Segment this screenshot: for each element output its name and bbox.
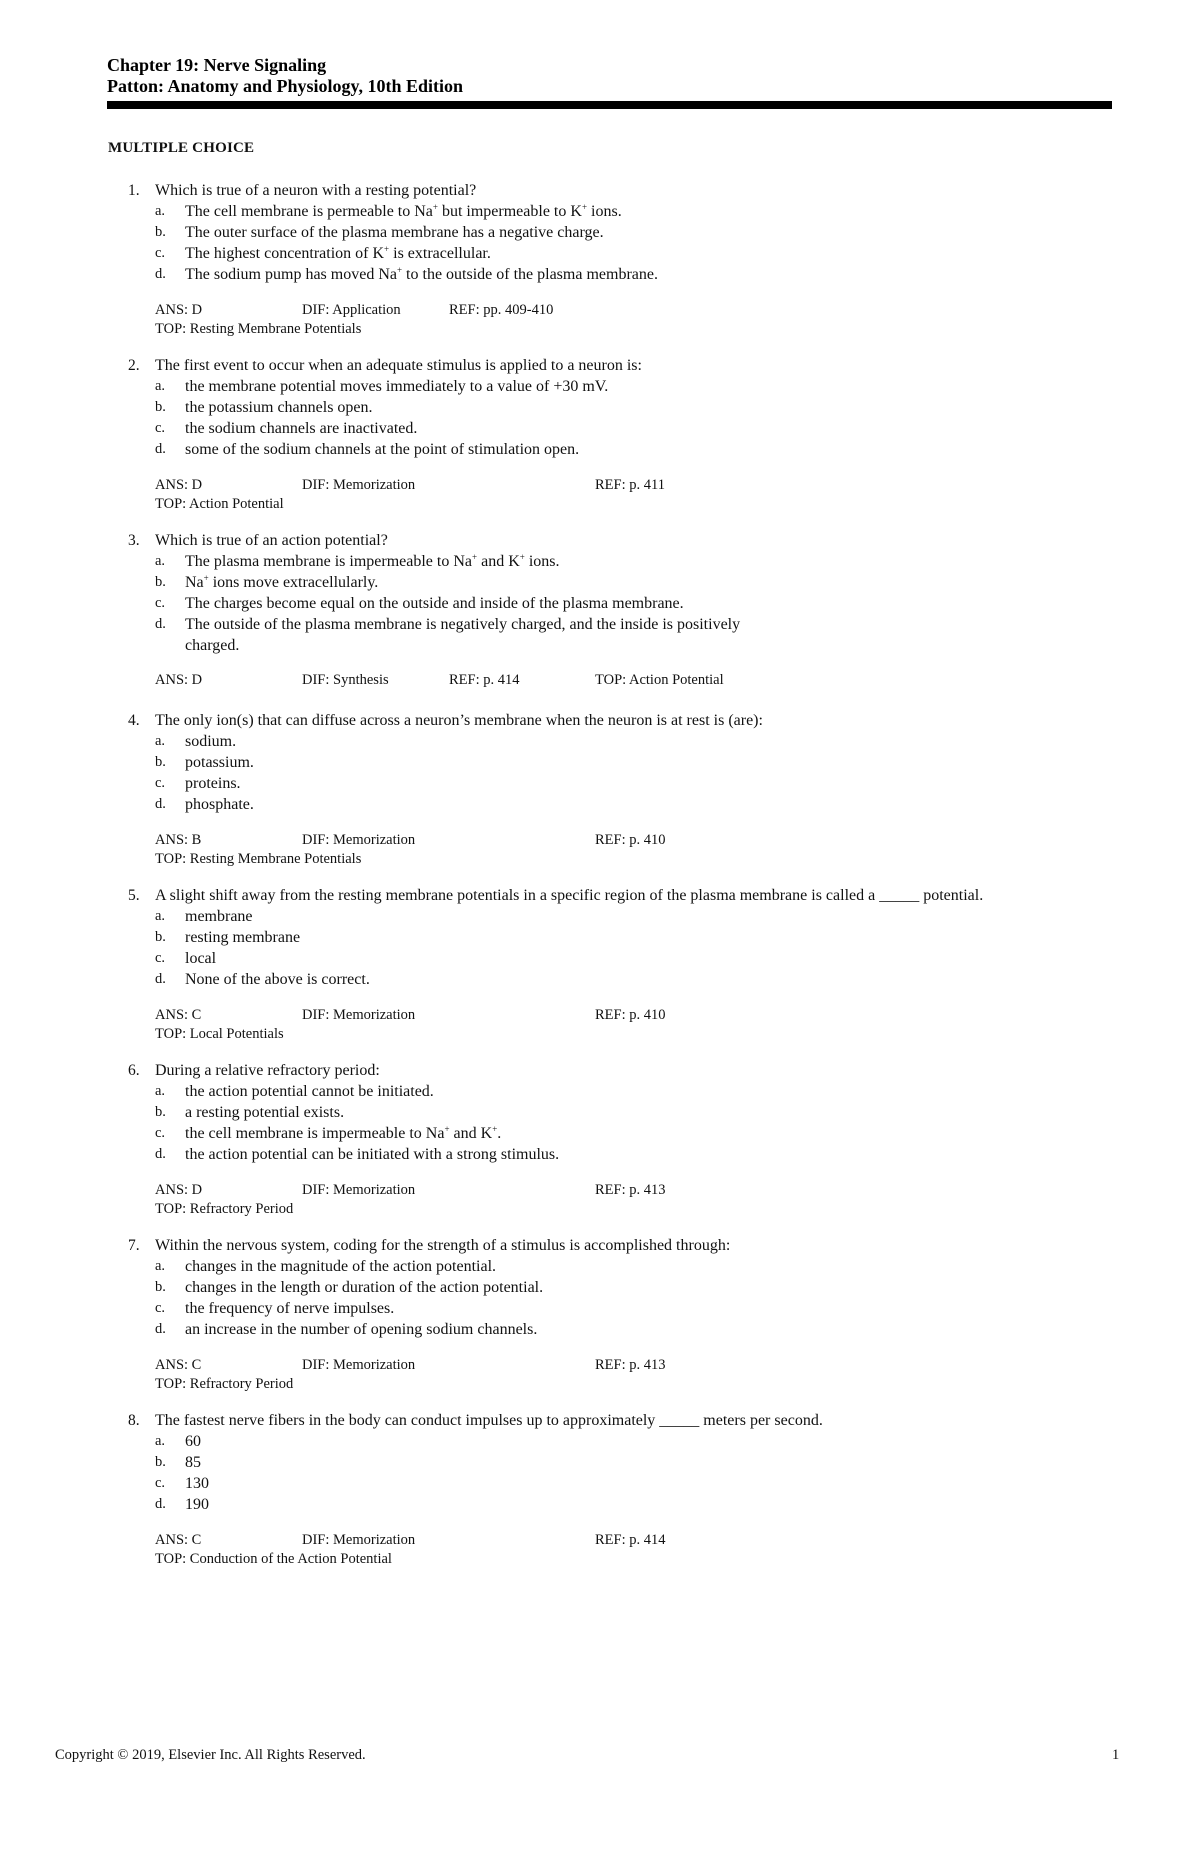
- option-letter: a.: [155, 553, 166, 569]
- option-text: 60: [185, 1433, 201, 1450]
- option-text: the potassium channels open.: [185, 399, 373, 416]
- chapter-title: Chapter 19: Nerve Signaling: [107, 55, 327, 75]
- option-text: The outside of the plasma membrane is negatively charged, and the inside is positively charged.: [185, 616, 741, 654]
- answer-key: ANS: D: [155, 672, 203, 688]
- option-letter: a.: [155, 1433, 166, 1449]
- option-letter: d.: [155, 1146, 166, 1162]
- option-letter: c.: [155, 595, 166, 611]
- option-text: membrane: [185, 908, 253, 925]
- option-letter: d.: [155, 266, 166, 282]
- option-letter: c.: [155, 1475, 166, 1491]
- answer-key: ANS: D: [155, 1182, 203, 1198]
- option-letter: b.: [155, 574, 166, 590]
- page-reference: REF: p. 410: [595, 832, 666, 848]
- copyright-notice: Copyright © 2019, Elsevier Inc. All Rights Reserved.: [55, 1747, 366, 1763]
- option-letter: c.: [155, 950, 166, 966]
- option-letter: d.: [155, 1496, 166, 1512]
- answer-key: ANS: D: [155, 477, 203, 493]
- page-reference: REF: p. 410: [595, 1007, 666, 1023]
- option-letter: d.: [155, 971, 166, 987]
- option-letter: a.: [155, 1258, 166, 1274]
- option-letter: b.: [155, 399, 166, 415]
- page-reference: REF: pp. 409-410: [449, 302, 554, 318]
- option-letter: b.: [155, 1454, 166, 1470]
- option-letter: b.: [155, 929, 166, 945]
- option-letter: c.: [155, 1300, 166, 1316]
- option-letter: b.: [155, 754, 166, 770]
- difficulty: DIF: Memorization: [302, 1007, 416, 1023]
- difficulty: DIF: Memorization: [302, 477, 416, 493]
- topic: TOP: Action Potential: [155, 496, 284, 512]
- topic: TOP: Refractory Period: [155, 1376, 294, 1392]
- header-rule: [107, 101, 1112, 109]
- question-number: 5.: [128, 887, 140, 904]
- option-text: some of the sodium channels at the point of stimulation open.: [185, 441, 580, 458]
- option-text: The outer surface of the plasma membrane has a negative charge.: [185, 224, 604, 241]
- option-letter: c.: [155, 1125, 166, 1141]
- option-text: phosphate.: [185, 796, 254, 813]
- option-letter: c.: [155, 420, 166, 436]
- difficulty: DIF: Memorization: [302, 1532, 416, 1548]
- book-title: Patton: Anatomy and Physiology, 10th Edition: [107, 76, 464, 96]
- option-text: 85: [185, 1454, 201, 1471]
- page-reference: REF: p. 411: [595, 477, 665, 493]
- option-text: the action potential cannot be initiated.: [185, 1083, 434, 1100]
- option-letter: b.: [155, 1104, 166, 1120]
- question-stem: Within the nervous system, coding for the strength of a stimulus is accomplished through:: [155, 1237, 731, 1254]
- option-letter: d.: [155, 616, 166, 632]
- option-text: proteins.: [185, 775, 241, 792]
- option-letter: b.: [155, 224, 166, 240]
- question-number: 4.: [128, 712, 140, 729]
- difficulty: DIF: Memorization: [302, 1357, 416, 1373]
- topic: TOP: Resting Membrane Potentials: [155, 321, 362, 337]
- answer-key: ANS: C: [155, 1532, 202, 1548]
- option-letter: a.: [155, 1083, 166, 1099]
- option-text: potassium.: [185, 754, 254, 771]
- answer-key: ANS: C: [155, 1007, 202, 1023]
- topic: TOP: Local Potentials: [155, 1026, 284, 1042]
- option-text: The charges become equal on the outside and inside of the plasma membrane.: [185, 595, 684, 612]
- page-number: 1: [1112, 1747, 1120, 1763]
- answer-key: ANS: C: [155, 1357, 202, 1373]
- option-letter: a.: [155, 908, 166, 924]
- option-text: an increase in the number of opening sodium channels.: [185, 1321, 538, 1338]
- difficulty: DIF: Memorization: [302, 1182, 416, 1198]
- page-reference: REF: p. 413: [595, 1182, 666, 1198]
- question-number: 2.: [128, 357, 140, 374]
- option-text: the membrane potential moves immediately to a value of +30 mV.: [185, 378, 609, 395]
- option-text: 190: [185, 1496, 209, 1513]
- option-text: The plasma membrane is impermeable to Na+ and K+ ions.: [185, 552, 560, 570]
- page-reference: REF: p. 414: [595, 1532, 666, 1548]
- page-reference: REF: p. 413: [595, 1357, 666, 1373]
- question-stem: A slight shift away from the resting membrane potentials in a specific region of the plasma membrane is called a _____ potential.: [155, 887, 984, 904]
- page-reference: REF: p. 414: [449, 672, 520, 688]
- option-letter: c.: [155, 775, 166, 791]
- question-stem: Which is true of a neuron with a resting potential?: [155, 182, 477, 199]
- option-letter: c.: [155, 245, 166, 261]
- topic: TOP: Refractory Period: [155, 1201, 294, 1217]
- option-letter: a.: [155, 203, 166, 219]
- question-stem: The fastest nerve fibers in the body can conduct impulses up to approximately _____ meters per second.: [155, 1412, 823, 1429]
- option-text: None of the above is correct.: [185, 971, 370, 988]
- section-title: MULTIPLE CHOICE: [108, 140, 255, 156]
- option-text: The cell membrane is permeable to Na+ but impermeable to K+ ions.: [185, 202, 622, 220]
- question-stem: Which is true of an action potential?: [155, 532, 388, 549]
- topic: TOP: Conduction of the Action Potential: [155, 1551, 392, 1567]
- option-text: Na+ ions move extracellularly.: [185, 573, 379, 591]
- document-header: [107, 55, 1112, 97]
- option-text: The sodium pump has moved Na+ to the outside of the plasma membrane.: [185, 265, 658, 283]
- topic: TOP: Action Potential: [595, 672, 724, 688]
- question-number: 6.: [128, 1062, 140, 1079]
- option-text: changes in the length or duration of the action potential.: [185, 1279, 544, 1296]
- answer-key: ANS: B: [155, 832, 202, 848]
- difficulty: DIF: Synthesis: [302, 672, 389, 688]
- answer-key: ANS: D: [155, 302, 203, 318]
- question-number: 1.: [128, 182, 140, 199]
- option-text: resting membrane: [185, 929, 301, 946]
- option-text: the cell membrane is impermeable to Na+ and K+.: [185, 1124, 502, 1142]
- option-letter: a.: [155, 378, 166, 394]
- option-letter: d.: [155, 796, 166, 812]
- option-text: The highest concentration of K+ is extracellular.: [185, 244, 491, 262]
- option-text: the sodium channels are inactivated.: [185, 420, 418, 437]
- option-letter: d.: [155, 441, 166, 457]
- option-text: local: [185, 950, 217, 967]
- option-text: the action potential can be initiated with a strong stimulus.: [185, 1146, 560, 1163]
- question-stem: The only ion(s) that can diffuse across a neuron’s membrane when the neuron is at rest is (are):: [155, 712, 763, 729]
- option-letter: b.: [155, 1279, 166, 1295]
- option-text: changes in the magnitude of the action potential.: [185, 1258, 497, 1275]
- option-text: sodium.: [185, 733, 237, 750]
- difficulty: DIF: Memorization: [302, 832, 416, 848]
- option-letter: a.: [155, 733, 166, 749]
- difficulty: DIF: Application: [302, 302, 401, 318]
- question-number: 7.: [128, 1237, 140, 1254]
- question-number: 8.: [128, 1412, 140, 1429]
- question-stem: During a relative refractory period:: [155, 1062, 380, 1079]
- option-text: 130: [185, 1475, 209, 1492]
- topic: TOP: Resting Membrane Potentials: [155, 851, 362, 867]
- question-stem: The first event to occur when an adequate stimulus is applied to a neuron is:: [155, 357, 642, 374]
- option-text: a resting potential exists.: [185, 1104, 345, 1121]
- option-letter: d.: [155, 1321, 166, 1337]
- question-number: 3.: [128, 532, 140, 549]
- option-text: the frequency of nerve impulses.: [185, 1300, 395, 1317]
